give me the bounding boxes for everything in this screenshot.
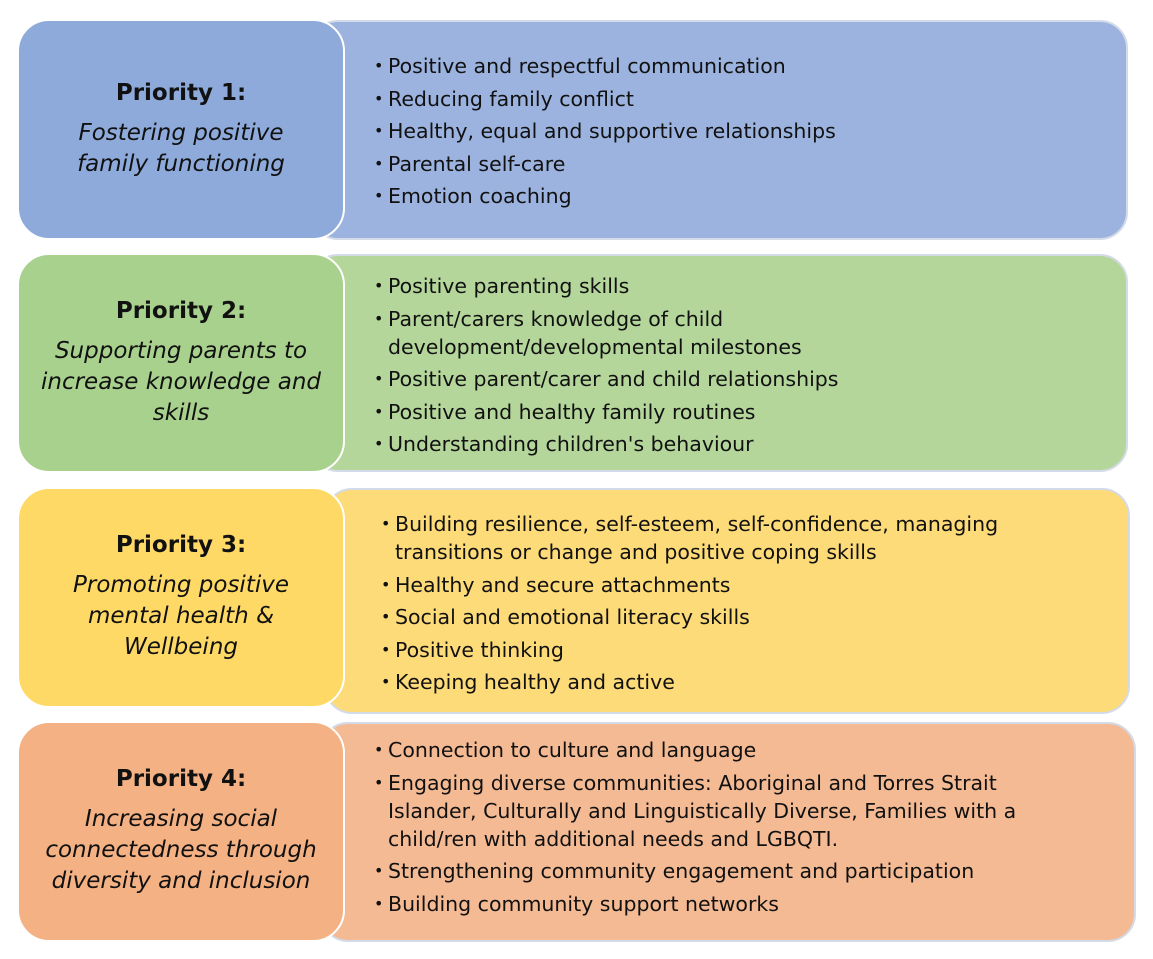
list-item: • Engaging diverse communities: Aboriginal and Torres Strait Islander, Culturally and Linguistically Diverse, Families with a child/ren with additional needs and LGBQTI. <box>374 769 1084 853</box>
priority-title: Priority 3: <box>115 532 247 558</box>
list-item: • Healthy and secure attachments <box>381 571 1061 599</box>
list-item: • Positive and respectful communication <box>374 52 1104 80</box>
priority-2-label <box>17 253 345 473</box>
priority-3-label <box>17 487 345 708</box>
priority-subtitle: Supporting parents to increase knowledge and skills <box>40 337 321 426</box>
priority-subtitle: Promoting positive mental health & Wellbeing <box>73 572 289 660</box>
priority-4-list <box>374 736 1084 922</box>
priority-3-list <box>381 510 1061 701</box>
priority-3-content <box>324 488 1130 714</box>
priority-1-list <box>374 52 1104 215</box>
list-item: • Positive parenting skills <box>374 272 934 300</box>
list-item: • Parent/carers knowledge of child development/developmental milestones <box>374 305 868 361</box>
priority-4-label <box>17 721 345 942</box>
list-item: • Connection to culture and language <box>374 736 1084 764</box>
list-item: • Understanding children's behaviour <box>374 430 934 458</box>
list-item: • Building resilience, self-esteem, self-confidence, managing transitions or change and positive coping skills <box>381 510 1061 566</box>
priority-title: Priority 1: <box>115 79 247 106</box>
priority-1-label <box>17 19 345 240</box>
list-item: • Healthy, equal and supportive relationships <box>374 117 1104 145</box>
priority-1-content <box>310 20 1128 240</box>
priority-subtitle: Fostering positive family functioning <box>77 119 285 177</box>
list-item: • Reducing family conflict <box>374 85 1104 113</box>
priority-2-list <box>374 272 934 463</box>
list-item: • Strengthening community engagement and participation <box>374 857 1084 885</box>
priority-title: Priority 2: <box>115 297 247 324</box>
list-item: • Positive parent/carer and child relationships <box>374 365 948 393</box>
priority-title: Priority 4: <box>115 766 247 792</box>
list-item: • Positive thinking <box>381 636 1061 664</box>
list-item: • Keeping healthy and active <box>381 668 1061 696</box>
list-item: • Building community support networks <box>374 890 1084 918</box>
priority-2-content <box>310 254 1128 472</box>
priority-subtitle: Increasing social connectedness through diversity and inclusion <box>45 806 317 894</box>
list-item: • Emotion coaching <box>374 182 1104 210</box>
priority-4-content <box>320 722 1136 942</box>
list-item: • Positive and healthy family routines <box>374 398 934 426</box>
list-item: • Social and emotional literacy skills <box>381 603 1061 631</box>
list-item: • Parental self-care <box>374 150 1104 178</box>
